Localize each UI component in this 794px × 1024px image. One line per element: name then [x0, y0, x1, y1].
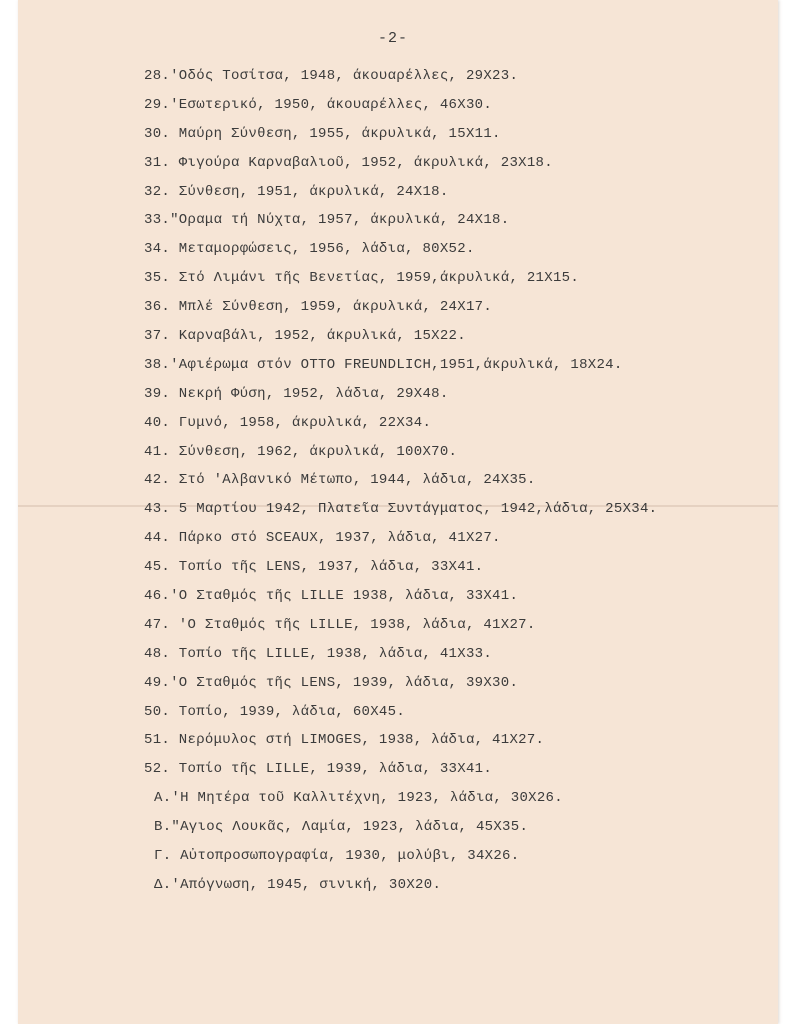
- list-item: 33."Οραμα τή Νύχτα, 1957, άκρυλικά, 24Χ18.: [144, 212, 510, 229]
- list-item: 28.'Οδός Τοσίτσα, 1948, άκουαρέλλες, 29Χ23.: [144, 68, 519, 84]
- list-item: 52. Τοπίο τῆς LILLE, 1939, λάδια, 33Χ41.: [144, 761, 493, 778]
- list-item: 44. Πάρκο στό SCEAUX, 1937, λάδια, 41Χ27.: [144, 530, 501, 547]
- list-item: 49.'Ο Σταθμός τῆς LENS, 1939, λάδια, 39Χ30.: [144, 674, 519, 691]
- list-item: 35. Στό Λιμάνι τῆς Βενετίας, 1959,άκρυλικά, 21Χ15.: [144, 270, 580, 287]
- lettered-list-item: Γ. Αὐτοπροσωπογραφία, 1930, μολύβι, 34Χ26.: [154, 848, 520, 865]
- list-item: 34. Μεταμορφώσεις, 1956, λάδια, 80Χ52.: [144, 241, 475, 258]
- list-item: 47. 'Ο Σταθμός τῆς LILLE, 1938, λάδια, 41Χ27.: [144, 616, 536, 633]
- list-item: 42. Στό 'Αλβανικό Μέτωπο, 1944, λάδια, 24Χ35.: [144, 472, 536, 489]
- list-item: 29.'Εσωτερικό, 1950, άκουαρέλλες, 46Χ30.: [144, 96, 493, 113]
- list-item: 40. Γυμνό, 1958, άκρυλικά, 22Χ34.: [144, 414, 432, 431]
- list-item: 39. Νεκρή Φύση, 1952, λάδια, 29Χ48.: [144, 385, 449, 402]
- list-item: 31. Φιγούρα Καρναβαλιοῦ, 1952, άκρυλικά, 23Χ18.: [144, 154, 553, 171]
- document-page: [18, 0, 778, 1024]
- list-item: 45. Τοπίο τῆς LENS, 1937, λάδια, 33Χ41.: [144, 559, 484, 576]
- lettered-list-item: Δ.'Απόγνωση, 1945, σινική, 30Χ20.: [154, 876, 442, 893]
- lettered-list-item: Β."Αγιος Λουκᾶς, Λαμία, 1923, λάδια, 45Χ35.: [154, 819, 529, 836]
- list-item: 46.'Ο Σταθμός τῆς LILLE 1938, λάδια, 33Χ41.: [144, 588, 519, 605]
- lettered-list-item: Α.'Η Μητέρα τοῦ Καλλιτέχνη, 1923, λάδια, 30Χ26.: [154, 790, 563, 807]
- page-number: -2-: [378, 30, 409, 47]
- list-item: 51. Νερόμυλος στή LIMOGES, 1938, λάδια, 41Χ27.: [144, 732, 545, 749]
- list-item: 36. Μπλέ Σύνθεση, 1959, άκρυλικά, 24Χ17.: [144, 299, 493, 316]
- list-item: 30. Μαύρη Σύνθεση, 1955, άκρυλικά, 15Χ11.: [144, 125, 501, 142]
- list-item: 41. Σύνθεση, 1962, άκρυλικά, 100Χ70.: [144, 443, 458, 460]
- artwork-list: [144, 62, 764, 900]
- list-item: 37. Καρναβάλι, 1952, άκρυλικά, 15Χ22.: [144, 328, 466, 345]
- list-item: 50. Τοπίο, 1939, λάδια, 60Χ45.: [144, 703, 406, 720]
- list-item: 43. 5 Μαρτίου 1942, Πλατεῖα Συντάγματος, 1942,λάδια, 25Χ34.: [144, 501, 658, 518]
- list-item: 38.'Αφιέρωμα στόν OTTO FREUNDLICH,1951,άκρυλικά, 18Χ24.: [144, 356, 623, 373]
- list-item: 48. Τοπίο τῆς LILLE, 1938, λάδια, 41Χ33.: [144, 645, 493, 662]
- list-item: 32. Σύνθεση, 1951, άκρυλικά, 24Χ18.: [144, 183, 449, 200]
